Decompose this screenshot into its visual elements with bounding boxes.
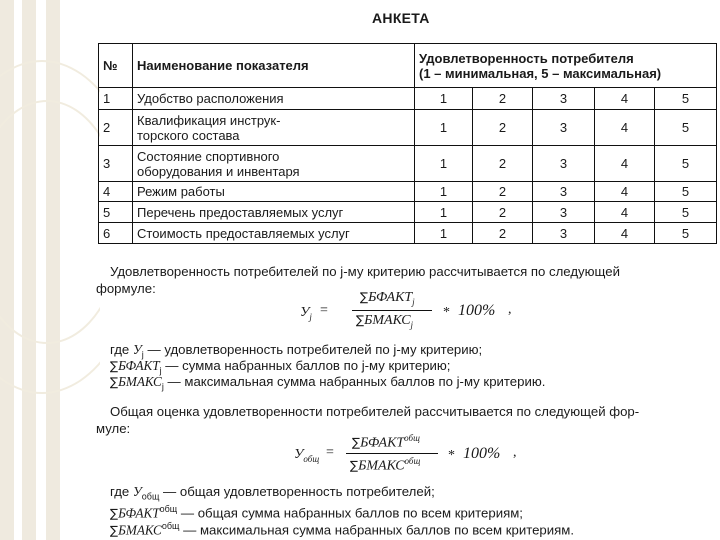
- formula-2-lhs-sub: общ: [303, 453, 320, 464]
- table-row: [99, 88, 717, 110]
- score-cell: 3: [533, 146, 595, 182]
- score-cell: 3: [533, 223, 595, 244]
- score-cell: 4: [595, 182, 655, 202]
- paragraph-2-line-2: муле:: [96, 421, 131, 436]
- formula-1-lhs-symbol: У: [300, 305, 310, 320]
- score-cell: 2: [473, 146, 533, 182]
- sigma-icon: ∑: [110, 375, 119, 389]
- formula-1-numerator: [360, 290, 415, 307]
- score-cell: 2: [473, 182, 533, 202]
- score-cell: 5: [655, 110, 717, 146]
- table-row: [99, 223, 717, 244]
- score-cell: 1: [415, 202, 473, 223]
- paragraph-2-line-1: Общая оценка удовлетворенности потребителей рассчитывается по следующей фор-: [110, 404, 640, 419]
- score-cell: 5: [655, 202, 717, 223]
- where-2-prefix: где: [110, 484, 130, 499]
- score-cell: 2: [473, 110, 533, 146]
- score-cell: 3: [533, 110, 595, 146]
- score-cell: 4: [595, 146, 655, 182]
- sigma-icon: ∑: [360, 290, 369, 304]
- row-indicator-line: Состояние спортивного: [137, 148, 280, 164]
- score-cell: 2: [473, 202, 533, 223]
- formula-1-num-sub: j: [412, 296, 415, 307]
- row-number: 2: [99, 110, 133, 146]
- formula-1-den-sub: j: [410, 319, 414, 330]
- table-row: [99, 202, 717, 223]
- formula-2-equals: =: [326, 445, 334, 460]
- row-number: 1: [99, 88, 133, 110]
- where-2-line-3-text: — максимальная сумма набранных баллов по всем критериям.: [183, 522, 574, 538]
- header-satisfaction-line1: Удовлетворенность потребителя: [419, 50, 634, 66]
- formula-1-num-text: БФАКТ: [368, 290, 413, 305]
- score-cell: 1: [415, 110, 473, 146]
- where-1-symbol-sub: j: [141, 349, 144, 360]
- formula-2-den-text: БМАКС: [358, 458, 405, 474]
- row-number: 5: [99, 202, 133, 223]
- where-1-line-2-sub: j: [159, 365, 162, 376]
- where-1-line-2-text: — сумма набранных баллов по j-му критерию;: [165, 358, 451, 373]
- formula-2-num-sup: общ: [404, 433, 420, 443]
- sigma-icon: ∑: [350, 458, 359, 473]
- header-number: №: [99, 44, 133, 88]
- row-number: 4: [99, 182, 133, 202]
- formula-1-fraction-bar: [352, 310, 432, 311]
- paragraph-1-line-1: Удовлетворенность потребителей по j-му критерию рассчитывается по следующей: [110, 264, 620, 279]
- row-indicator-line: Перечень предоставляемых услуг: [137, 204, 344, 220]
- row-indicator-line: Стоимость предоставляемых услуг: [137, 225, 350, 241]
- where-1-line-3-sub: j: [161, 381, 164, 392]
- score-cell: 4: [595, 223, 655, 244]
- table-row: [99, 146, 717, 182]
- row-number: 3: [99, 146, 133, 182]
- where-1-line-1-text: — удовлетворенность потребителей по j-му критерию;: [147, 342, 483, 357]
- sigma-icon: ∑: [352, 435, 361, 450]
- formula-2-lhs: [294, 447, 319, 464]
- where-1-line-2-symbol: БФАКТ: [118, 358, 160, 373]
- formula-2-num-text: БФАКТ: [360, 435, 405, 451]
- row-indicator-line: торского состава: [137, 127, 240, 143]
- row-indicator-line: Удобство расположения: [137, 91, 284, 106]
- where-2-line-2-sup: общ: [159, 504, 178, 514]
- formula-1-comma: ,: [508, 302, 512, 317]
- sigma-icon: ∑: [110, 523, 119, 538]
- header-satisfaction-line2: (1 – минимальная, 5 – максимальная): [419, 65, 662, 81]
- page-title: АНКЕТА: [372, 10, 430, 26]
- row-indicator: [133, 223, 415, 244]
- table-header-row: [99, 44, 717, 88]
- header-satisfaction: [415, 44, 717, 88]
- formula-1-percent: 100%: [458, 302, 496, 319]
- where-2-symbol-sub: общ: [141, 491, 160, 502]
- table-row: [99, 182, 717, 202]
- formula-2-denominator: [350, 456, 420, 475]
- where-2-line-2-symbol: БФАКТ: [118, 505, 160, 521]
- score-cell: 1: [415, 146, 473, 182]
- where-1-line-3-symbol: БМАКС: [118, 374, 162, 389]
- formula-1-equals: =: [320, 303, 328, 318]
- where-2-line-3: [110, 518, 574, 538]
- row-indicator-line: Квалификация инструк-: [137, 112, 281, 128]
- formula-2-den-sup: общ: [404, 456, 421, 466]
- formula-2-percent: 100%: [463, 445, 501, 462]
- formula-2-multiply: *: [448, 448, 455, 463]
- row-indicator: [133, 146, 415, 182]
- decorative-background: [0, 0, 100, 540]
- score-cell: 4: [595, 88, 655, 110]
- score-cell: 3: [533, 182, 595, 202]
- score-cell: 5: [655, 223, 717, 244]
- formula-2-fraction-bar: [346, 453, 438, 454]
- where-1-prefix: где: [110, 342, 130, 357]
- where-2-line-1-text: — общая удовлетворенность потребителей;: [163, 484, 435, 499]
- formula-2-numerator: [352, 433, 420, 452]
- where-2-line-2-text: — общая сумма набранных баллов по всем критериям;: [180, 505, 523, 521]
- where-1-line-3: [110, 374, 545, 395]
- row-number: 6: [99, 223, 133, 244]
- formula-2-comma: ,: [513, 445, 517, 460]
- where-1-symbol: У: [132, 342, 142, 357]
- formula-2-lhs-symbol: У: [294, 447, 304, 462]
- sigma-icon: ∑: [110, 359, 119, 373]
- where-1-line-3-text: — максимальная сумма набранных баллов по j-му критерию.: [167, 374, 546, 389]
- row-indicator: [133, 110, 415, 146]
- where-2-line-3-symbol: БМАКС: [118, 522, 162, 538]
- formula-1-den-text: БМАКС: [364, 313, 411, 328]
- sigma-icon: ∑: [110, 506, 119, 521]
- formula-1-lhs-sub: j: [309, 311, 312, 322]
- score-cell: 3: [533, 88, 595, 110]
- score-cell: 1: [415, 223, 473, 244]
- score-cell: 2: [473, 223, 533, 244]
- where-2-line-3-sup: общ: [161, 521, 180, 531]
- score-cell: 5: [655, 88, 717, 110]
- row-indicator-line: Режим работы: [137, 184, 225, 199]
- sigma-icon: ∑: [356, 313, 365, 327]
- formula-1-denominator: [356, 313, 413, 330]
- score-cell: 3: [533, 202, 595, 223]
- score-cell: 2: [473, 88, 533, 110]
- row-indicator: [133, 202, 415, 223]
- score-cell: 1: [415, 182, 473, 202]
- score-cell: 4: [595, 202, 655, 223]
- formula-1-lhs: [300, 305, 312, 322]
- header-indicator-name: Наименование показателя: [133, 44, 415, 88]
- table-row: [99, 110, 717, 146]
- formula-1-multiply: *: [443, 305, 450, 320]
- survey-table: [98, 43, 717, 244]
- score-cell: 5: [655, 146, 717, 182]
- score-cell: 5: [655, 182, 717, 202]
- paragraph-1-line-2: формуле:: [96, 281, 156, 296]
- where-2-symbol: У: [132, 484, 142, 499]
- score-cell: 1: [415, 88, 473, 110]
- row-indicator: [133, 88, 415, 110]
- row-indicator-line: оборудования и инвентаря: [137, 163, 300, 179]
- row-indicator: [133, 182, 415, 202]
- score-cell: 4: [595, 110, 655, 146]
